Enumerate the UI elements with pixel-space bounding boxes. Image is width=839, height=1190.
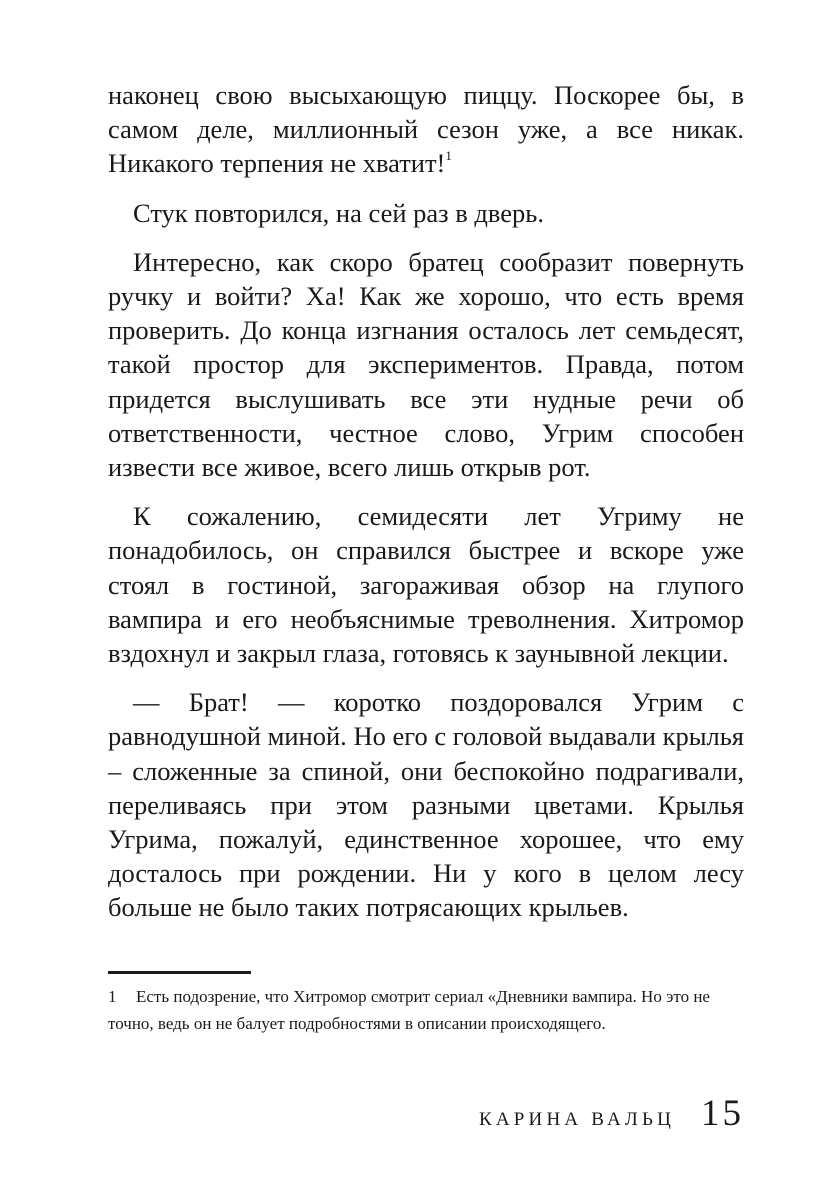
page-number: 15 (701, 1093, 744, 1134)
running-footer (479, 1092, 744, 1132)
paragraph-1-text: наконец свою высыхающую пиццу. Поскорее бы, в самом деле, миллионный сезон уже, а все никак. Никакого терпения не хватит! (108, 80, 744, 179)
paragraph-4: К сожалению, семидесяти лет Угриму не понадобилось, он справился быстрее и вскоре уже стоял в гостиной, загораживая обзор на глупого вампира и его необъяснимые треволнения. Хитромор вздохнул и закрыл глаза, готовясь к заунывной лекции. (108, 501, 744, 669)
footnote-separator (108, 971, 251, 974)
footnote (108, 984, 744, 1037)
footnote-number: 1 (108, 987, 117, 1006)
page-body (108, 78, 744, 940)
author-name: КАРИНА ВАЛЬЦ (479, 1109, 675, 1130)
footnote-text: Есть подозрение, что Хитромор смотрит сериал «Дневники вампира. Но это не точно, ведь он не балует подробностями в описании происходящего. (108, 987, 710, 1033)
paragraph-2: Стук повторился, на сей раз в дверь. (133, 197, 544, 228)
paragraph-1 (108, 78, 744, 181)
footnote-reference[interactable]: 1 (445, 148, 452, 164)
paragraph-3: Интересно, как скоро братец сообразит повернуть ручку и войти? Ха! Как же хорошо, что есть время проверить. До конца изгнания осталось лет семьдесят, такой простор для экспериментов. Правда, потом придется выслушивать все эти нудные речи об ответственности, честное слово, Угрим способен извести все живое, всего лишь открыв рот. (108, 246, 744, 483)
paragraph-5: — Брат! — коротко поздоровался Угрим с равнодушной миной. Но его с головой выдавали крылья – сложенные за спиной, они беспокойно подрагивали, переливаясь при этом разными цветами. Крылья Угрима, пожалуй, единственное хорошее, что ему досталось при рождении. Ни у кого в целом лесу больше не было таких потрясающих крыльев. (108, 687, 744, 923)
